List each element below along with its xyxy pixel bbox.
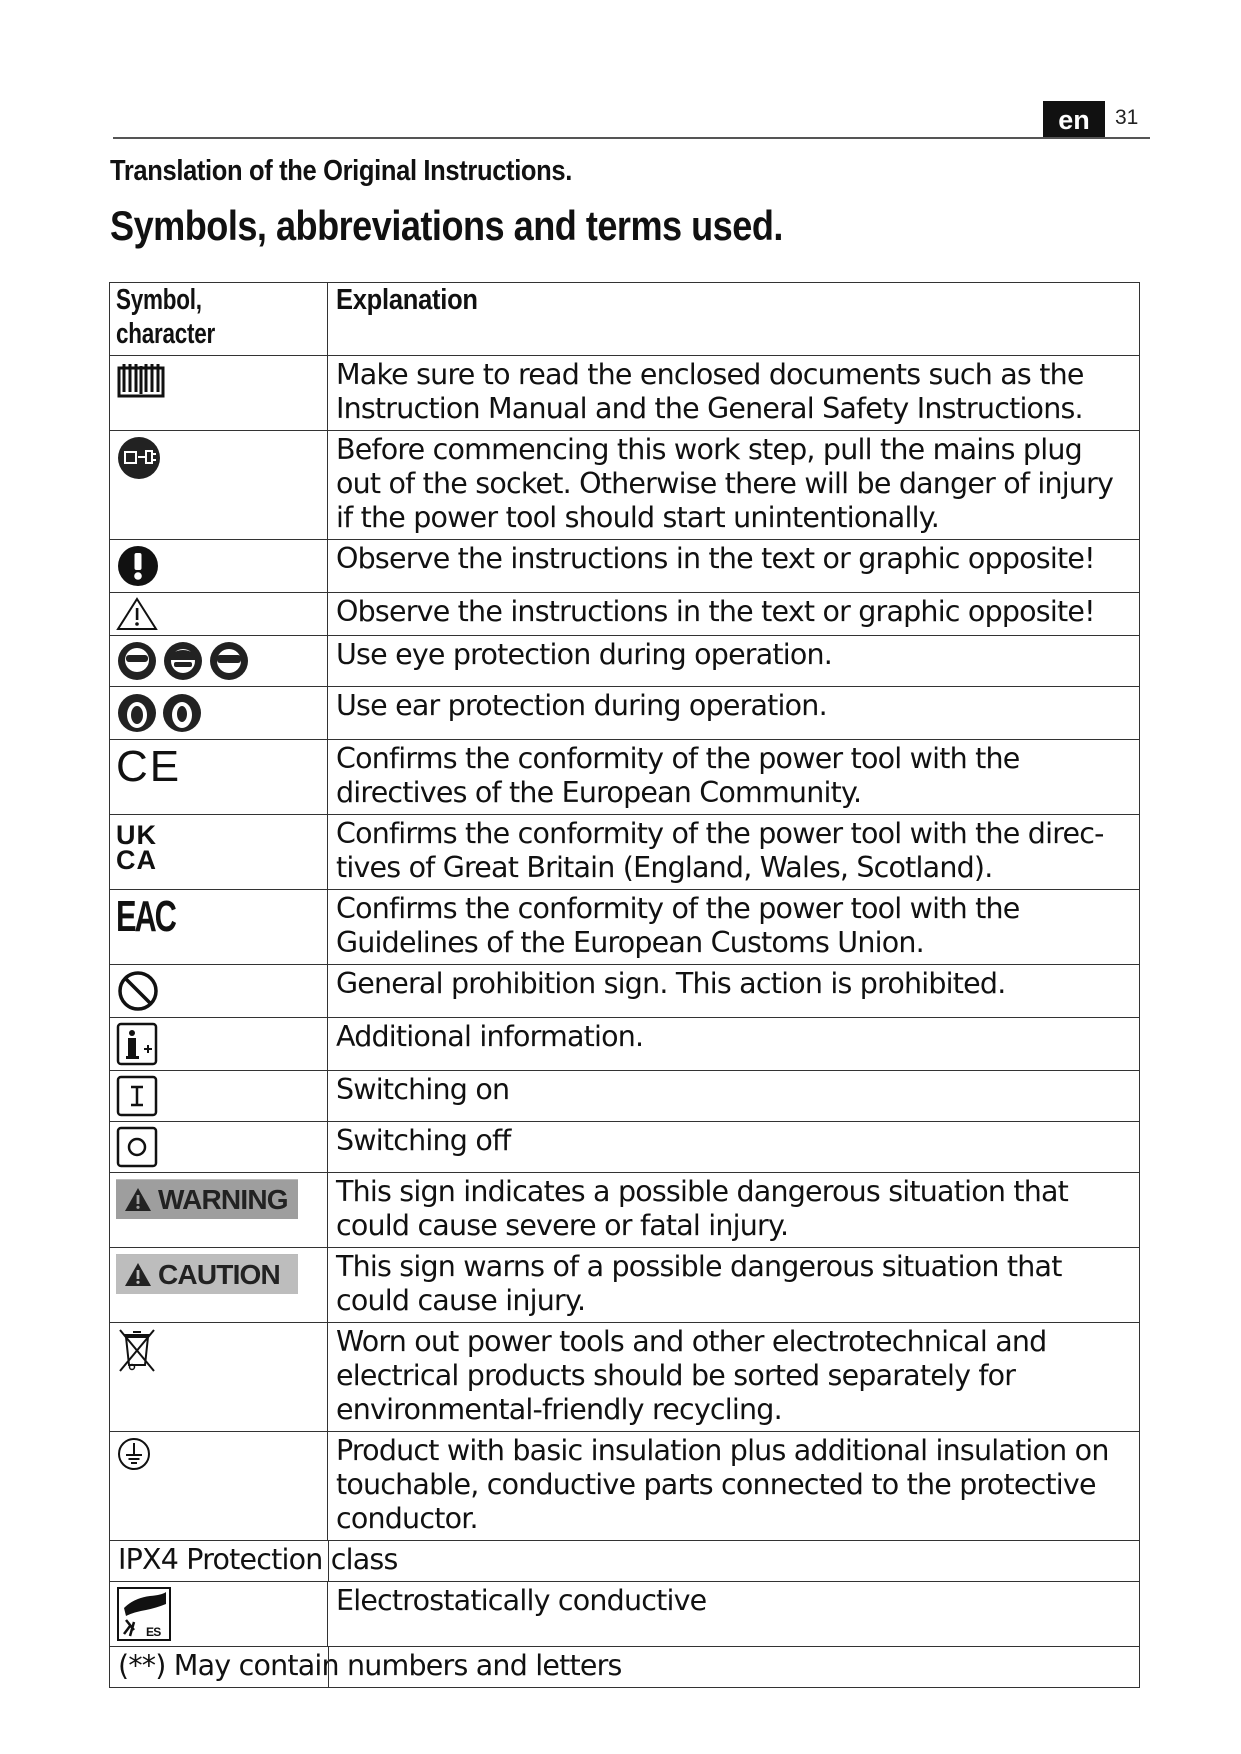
ipx4-text: IPX4 Protection class [118, 1543, 398, 1576]
table-row [110, 1323, 1140, 1432]
explanation-text: Use eye protection during operation. [328, 636, 1140, 687]
explanation-text: Switching off [328, 1122, 1140, 1173]
warning-label-icon: WARNING [116, 1179, 298, 1219]
caution-label-icon: CAUTION [116, 1254, 298, 1294]
explanation-text: Confirms the conformity of the power tool with the Guidelines of the European Customs Union. [328, 890, 1140, 965]
ear-protection-icons [116, 691, 208, 735]
column-divider [328, 1647, 329, 1687]
explanation-text: Use ear protection during operation. [328, 687, 1140, 740]
mandatory-exclamation-icon [116, 544, 160, 588]
explanation-text [110, 1541, 1140, 1582]
switch-on-icon [116, 1075, 158, 1117]
explanation-text: Observe the instructions in the text or graphic opposite! [328, 593, 1140, 636]
document-subtitle: Translation of the Original Instructions. [110, 155, 572, 187]
table-row [110, 1582, 1140, 1647]
protective-earth-icon [116, 1436, 152, 1472]
explanation-text: Product with basic insulation plus additional insulation on touchable, conductive parts connected to the protective conductor. [328, 1432, 1140, 1541]
explanation-text: Additional information. [328, 1018, 1140, 1071]
info-plus-icon [116, 1022, 158, 1066]
table-row [110, 1248, 1140, 1323]
column-divider [328, 1541, 329, 1581]
header-rule [113, 137, 1150, 139]
table-row [110, 1071, 1140, 1122]
explanation-text: Make sure to read the enclosed documents such as the Instruction Manual and the General Safety Instructions. [328, 356, 1140, 431]
table-row [110, 1432, 1140, 1541]
warning-triangle-icon [116, 597, 158, 631]
explanation-text: Confirms the conformity of the power tool with the directives of the European Community. [328, 740, 1140, 815]
table-row [110, 890, 1140, 965]
explanation-text: Switching on [328, 1071, 1140, 1122]
warning-triangle-icon [124, 1262, 152, 1287]
table-row [110, 1122, 1140, 1173]
prohibition-icon [116, 969, 160, 1013]
explanation-text: General prohibition sign. This action is prohibited. [328, 965, 1140, 1018]
ukca-mark-icon: UK CA [116, 820, 157, 875]
table-row [110, 740, 1140, 815]
eye-protection-icons [116, 640, 252, 682]
explanation-text: Observe the instructions in the text or graphic opposite! [328, 540, 1140, 593]
footnote-text: (**) May contain numbers and letters [118, 1649, 622, 1682]
ce-mark-icon: CE [116, 742, 182, 791]
table-row [110, 687, 1140, 740]
esd-conductive-icon [116, 1586, 172, 1642]
table-row [110, 636, 1140, 687]
table-header-row [110, 283, 1140, 356]
table-row [110, 431, 1140, 540]
page-number: 31 [1115, 106, 1139, 129]
explanation-text: Confirms the conformity of the power tool with the direc-tives of Great Britain (England, Wales, Scotland). [328, 815, 1140, 890]
table-row [110, 593, 1140, 636]
explanation-column-header: Explanation [328, 283, 1140, 356]
explanation-text: Worn out power tools and other electrotechnical and electrical products should be sorted separately for environmental-friendly recycling. [328, 1323, 1140, 1432]
table-row [110, 965, 1140, 1018]
table-row [110, 540, 1140, 593]
table-row [110, 1541, 1140, 1582]
manual-book-icon [116, 360, 166, 400]
table-row [110, 1018, 1140, 1071]
explanation-text [110, 1647, 1140, 1688]
table-row [110, 815, 1140, 890]
warning-triangle-icon [124, 1187, 152, 1212]
page-title: Symbols, abbreviations and terms used. [110, 202, 783, 249]
explanation-text: This sign indicates a possible dangerous situation that could cause severe or fatal injury. [328, 1173, 1140, 1248]
explanation-text: Electrostatically conductive [328, 1582, 1140, 1647]
table-row [110, 1173, 1140, 1248]
table-row [110, 1647, 1140, 1688]
eac-mark-icon: EAC [116, 892, 175, 941]
unplug-mains-icon [116, 435, 162, 481]
language-badge: en [1043, 101, 1105, 137]
table-row [110, 356, 1140, 431]
symbols-table [109, 282, 1140, 1688]
explanation-text: Before commencing this work step, pull the mains plug out of the socket. Otherwise there will be danger of injury if the power tool should start unintentionally. [328, 431, 1140, 540]
symbol-column-header: Symbol, character [110, 283, 328, 356]
crossed-bin-icon [116, 1327, 158, 1373]
svg-text:ES: ES [146, 1625, 161, 1639]
switch-off-icon [116, 1126, 158, 1168]
explanation-text: This sign warns of a possible dangerous situation that could cause injury. [328, 1248, 1140, 1323]
